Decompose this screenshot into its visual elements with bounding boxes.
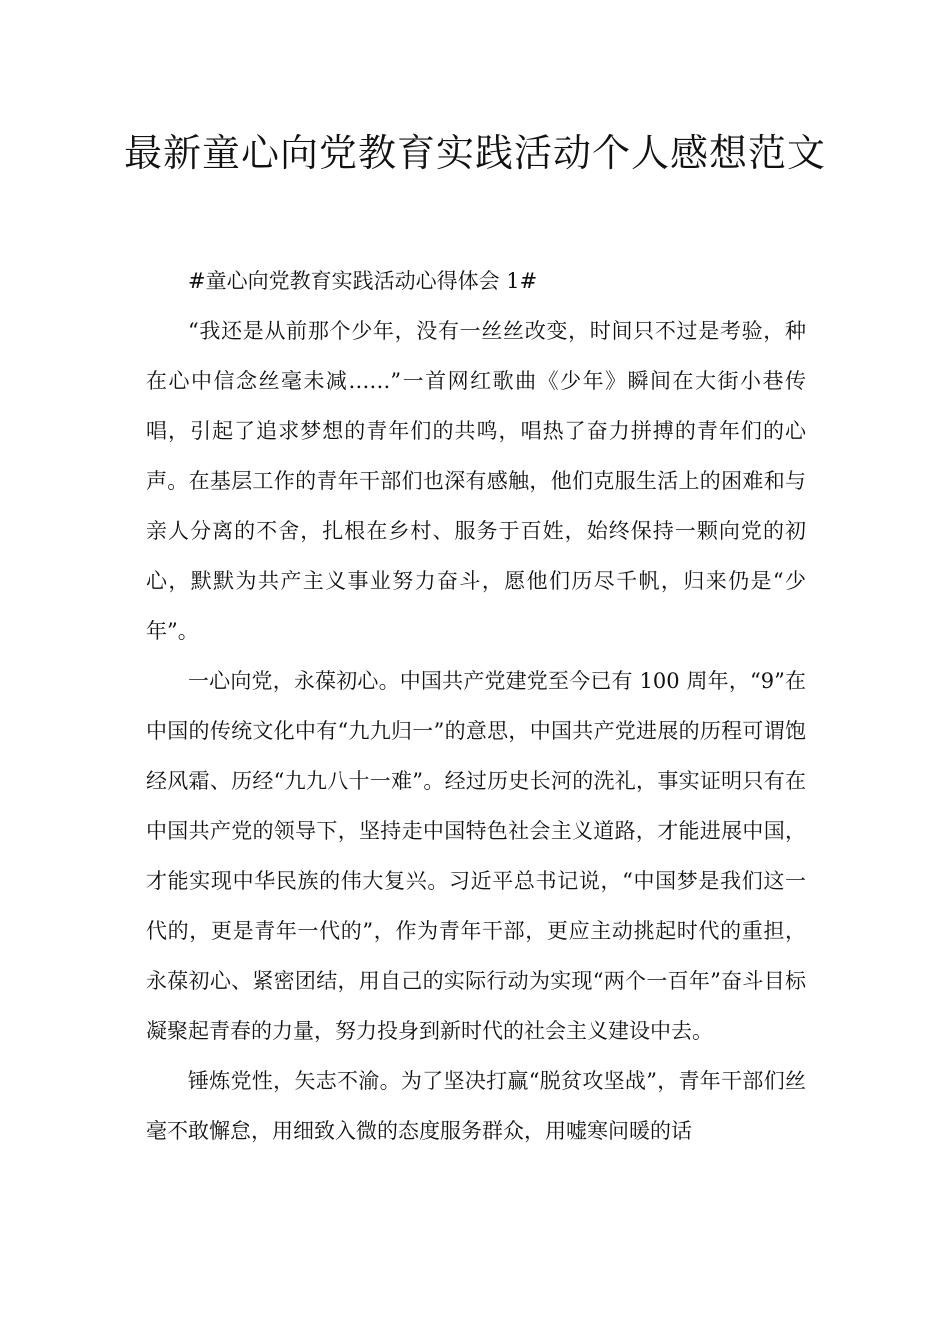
document-title: 最新童心向党教育实践活动个人感想范文 xyxy=(123,131,826,175)
body-paragraph: 一心向党，永葆初心。中国共产党建党至今已有 100 周年，“9”在中国的传统文化中有“九九归一”的意思，中国共产党进展的历程可谓饱经风霜、历经“九九八十一难”。经过历史长河的洗礼，事实证明只有在中国共产党的领导下，坚持走中国特色社会主义道路，才能进展中国，才能实现中华民族的伟大复兴。习近平总书记说，“中国梦是我们这一代的，更是青年一代的”，作为青年干部，更应主动挑起时代的重担，永葆初心、紧密团结，用自己的实际行动为实现“两个一百年”奋斗目标凝聚起青春的力量，努力投身到新时代的社会主义建设中去。 xyxy=(146,669,806,1043)
document-body xyxy=(146,256,806,1156)
body-paragraph: “我还是从前那个少年，没有一丝丝改变，时间只不过是考验，种在心中信念丝毫未减……”一首网红歌曲《少年》瞬间在大街小巷传唱，引起了追求梦想的青年们的共鸣，唱热了奋力拼搏的青年们的心声。在基层工作的青年干部们也深有感触，他们克服生活上的困难和与亲人分离的不舍，扎根在乡村、服务于百姓，始终保持一颗向党的初心，默默为共产主义事业努力奋斗，愿他们历尽千帆，归来仍是“少年”。 xyxy=(146,319,806,643)
section-heading: #童心向党教育实践活动心得体会 1# xyxy=(188,269,538,293)
body-paragraph: 锤炼党性，矢志不渝。为了坚决打赢“脱贫攻坚战”，青年干部们丝毫不敢懈怠，用细致入微的态度服务群众，用嘘寒问暖的话 xyxy=(146,1069,806,1143)
